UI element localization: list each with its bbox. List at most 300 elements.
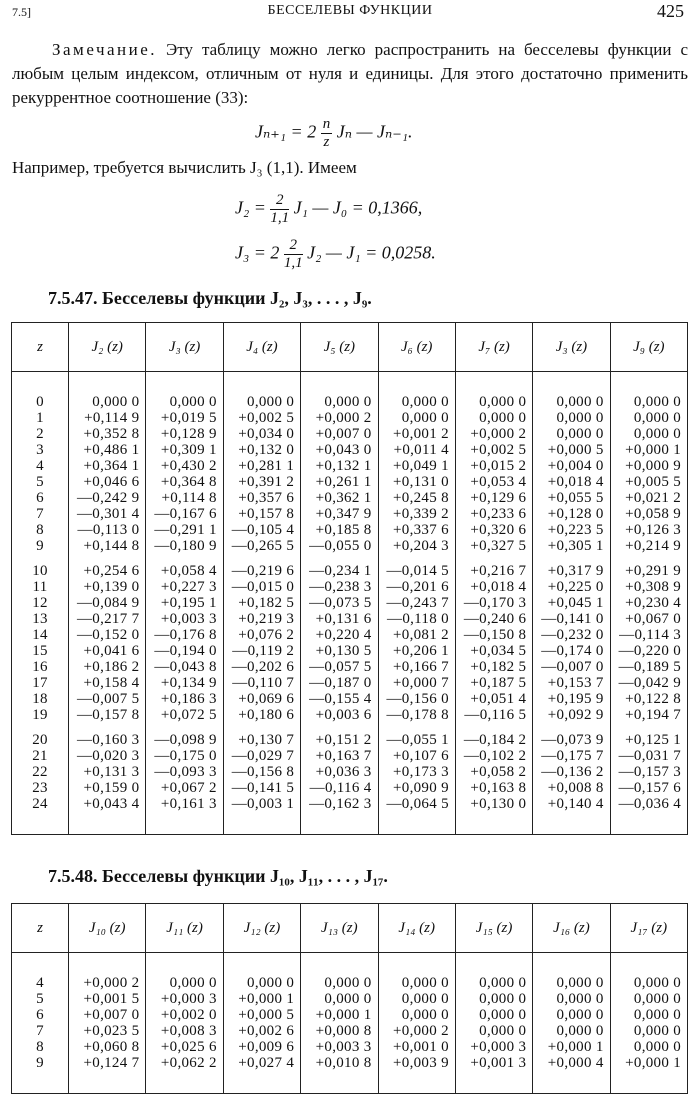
table-row — [12, 394, 688, 410]
bessel-value-cell: +0,003 3 — [146, 611, 223, 627]
bessel-value-cell: +0,002 5 — [223, 410, 300, 426]
bessel-value-cell: 0,000 0 — [610, 410, 687, 426]
bessel-value-cell: +0,204 3 — [378, 538, 455, 554]
column-header-z: z — [12, 323, 69, 372]
bessel-value-cell: +0,320 6 — [455, 522, 532, 538]
bessel-value-cell: +0,186 3 — [146, 691, 223, 707]
bessel-value-cell: —0,202 6 — [223, 659, 300, 675]
bessel-value-cell: +0,157 8 — [223, 506, 300, 522]
bessel-value-cell: +0,001 0 — [378, 1039, 455, 1055]
bessel-value-cell: 0,000 0 — [610, 975, 687, 991]
formula-rhs: Jₙ — Jₙ₋₁. — [336, 121, 413, 142]
table-row — [12, 764, 688, 780]
fraction-denominator: 1,1 — [283, 255, 303, 271]
bessel-value-cell: +0,007 0 — [301, 426, 378, 442]
bessel-value-cell: —0,093 3 — [146, 764, 223, 780]
z-value-cell: 4 — [12, 458, 69, 474]
bessel-value-cell: +0,000 5 — [533, 442, 610, 458]
bessel-value-cell: +0,000 7 — [378, 675, 455, 691]
column-header: J₆ (z) — [378, 323, 455, 372]
bessel-value-cell: +0,107 6 — [378, 748, 455, 764]
bessel-value-cell: —0,240 6 — [455, 611, 532, 627]
bessel-value-cell: +0,173 3 — [378, 764, 455, 780]
formula-lhs: J₃ = 2 — [235, 242, 280, 263]
bessel-value-cell: +0,327 5 — [455, 538, 532, 554]
spacer-cell — [533, 812, 610, 835]
bessel-value-cell: 0,000 0 — [533, 394, 610, 410]
spacer-cell — [223, 1071, 300, 1094]
bessel-value-cell: —0,015 0 — [223, 579, 300, 595]
bessel-value-cell: +0,000 1 — [301, 1007, 378, 1023]
bessel-value-cell: —0,170 3 — [455, 595, 532, 611]
bessel-value-cell: —0,136 2 — [533, 764, 610, 780]
bessel-value-cell: +0,337 6 — [378, 522, 455, 538]
bessel-value-cell: +0,219 3 — [223, 611, 300, 627]
page-header — [0, 0, 700, 26]
bessel-value-cell: 0,000 0 — [455, 991, 532, 1007]
bessel-value-cell: +0,018 4 — [455, 579, 532, 595]
bessel-value-cell: 0,000 0 — [378, 991, 455, 1007]
z-value-cell: 20 — [12, 723, 69, 748]
table2-caption: 7.5.48. Бесселевы функции J₁₀, J₁₁, . . . , J₁₇. — [48, 866, 388, 886]
spacer-cell — [69, 812, 146, 835]
bessel-value-cell: +0,362 1 — [301, 490, 378, 506]
bessel-value-cell: 0,000 0 — [378, 394, 455, 410]
bessel-value-cell: +0,023 5 — [69, 1023, 146, 1039]
spacer-cell — [610, 953, 687, 976]
bessel-value-cell: +0,317 9 — [533, 554, 610, 579]
bessel-value-cell: +0,126 3 — [610, 522, 687, 538]
bessel-value-cell: +0,003 6 — [301, 707, 378, 723]
bessel-value-cell: —0,118 0 — [378, 611, 455, 627]
bessel-value-cell: —0,073 5 — [301, 595, 378, 611]
bessel-value-cell: —0,156 0 — [378, 691, 455, 707]
bessel-value-cell: —0,301 4 — [69, 506, 146, 522]
table-row — [12, 675, 688, 691]
table-row — [12, 474, 688, 490]
spacer-cell — [12, 1071, 69, 1094]
fraction-denominator: 1,1 — [270, 210, 290, 226]
bessel-value-cell: +0,090 9 — [378, 780, 455, 796]
bessel-value-cell: —0,175 7 — [533, 748, 610, 764]
table-row — [12, 490, 688, 506]
z-value-cell: 8 — [12, 522, 69, 538]
bessel-value-cell: 0,000 0 — [378, 410, 455, 426]
bessel-value-cell: +0,182 5 — [223, 595, 300, 611]
bessel-value-cell: —0,073 9 — [533, 723, 610, 748]
z-value-cell: 6 — [12, 490, 69, 506]
z-value-cell: 17 — [12, 675, 69, 691]
bessel-value-cell: +0,131 3 — [69, 764, 146, 780]
bessel-value-cell: +0,128 9 — [146, 426, 223, 442]
bessel-value-cell: —0,194 0 — [146, 643, 223, 659]
bessel-value-cell: +0,069 6 — [223, 691, 300, 707]
z-value-cell: 11 — [12, 579, 69, 595]
bessel-value-cell: +0,114 8 — [146, 490, 223, 506]
table-row — [12, 538, 688, 554]
bessel-value-cell: +0,004 0 — [533, 458, 610, 474]
bessel-value-cell: +0,043 4 — [69, 796, 146, 812]
bessel-value-cell: +0,007 0 — [69, 1007, 146, 1023]
bessel-value-cell: +0,131 0 — [378, 474, 455, 490]
bessel-value-cell: +0,486 1 — [69, 442, 146, 458]
column-header: J₇ (z) — [455, 323, 532, 372]
table-row — [12, 748, 688, 764]
spacer-cell — [301, 372, 378, 395]
z-value-cell: 13 — [12, 611, 69, 627]
bessel-value-cell: —0,084 9 — [69, 595, 146, 611]
bessel-value-cell: 0,000 0 — [301, 394, 378, 410]
bessel-value-cell: —0,152 0 — [69, 627, 146, 643]
z-value-cell: 4 — [12, 975, 69, 991]
z-value-cell: 16 — [12, 659, 69, 675]
spacer-cell — [223, 372, 300, 395]
formula-lhs: Jₙ₊₁ = 2 — [255, 121, 317, 142]
spacer-cell — [301, 812, 378, 835]
bessel-value-cell: +0,036 3 — [301, 764, 378, 780]
bessel-value-cell: 0,000 0 — [533, 426, 610, 442]
bessel-value-cell: —0,217 7 — [69, 611, 146, 627]
bessel-value-cell: +0,000 2 — [378, 1023, 455, 1039]
bessel-value-cell: —0,150 8 — [455, 627, 532, 643]
z-value-cell: 19 — [12, 707, 69, 723]
bessel-value-cell: +0,058 4 — [146, 554, 223, 579]
bessel-value-cell: +0,132 0 — [223, 442, 300, 458]
z-value-cell: 18 — [12, 691, 69, 707]
bessel-value-cell: +0,025 6 — [146, 1039, 223, 1055]
bessel-value-cell: +0,008 3 — [146, 1023, 223, 1039]
bessel-value-cell: 0,000 0 — [533, 1023, 610, 1039]
bessel-value-cell: +0,018 4 — [533, 474, 610, 490]
spacer-cell — [12, 372, 69, 395]
bessel-value-cell: +0,339 2 — [378, 506, 455, 522]
z-value-cell: 8 — [12, 1039, 69, 1055]
bessel-value-cell: —0,189 5 — [610, 659, 687, 675]
z-value-cell: 23 — [12, 780, 69, 796]
bessel-value-cell: 0,000 0 — [533, 991, 610, 1007]
bessel-value-cell: —0,176 8 — [146, 627, 223, 643]
bessel-value-cell: —0,014 5 — [378, 554, 455, 579]
table-row — [12, 426, 688, 442]
bessel-value-cell: +0,000 3 — [455, 1039, 532, 1055]
bessel-value-cell: —0,155 4 — [301, 691, 378, 707]
z-value-cell: 0 — [12, 394, 69, 410]
spacer-row — [12, 812, 688, 835]
spacer-cell — [533, 372, 610, 395]
bessel-value-cell: +0,233 6 — [455, 506, 532, 522]
bessel-value-cell: +0,391 2 — [223, 474, 300, 490]
table-row — [12, 595, 688, 611]
table-row — [12, 991, 688, 1007]
bessel-value-cell: +0,001 5 — [69, 991, 146, 1007]
bessel-value-cell: 0,000 0 — [223, 975, 300, 991]
bessel-value-cell: +0,081 2 — [378, 627, 455, 643]
bessel-value-cell: —0,113 0 — [69, 522, 146, 538]
formula-fraction — [270, 192, 289, 227]
table-row — [12, 1023, 688, 1039]
bessel-value-cell: 0,000 0 — [301, 975, 378, 991]
spacer-cell — [69, 953, 146, 976]
bessel-value-cell: +0,214 9 — [610, 538, 687, 554]
bessel-value-cell: +0,254 6 — [69, 554, 146, 579]
table-row — [12, 522, 688, 538]
bessel-value-cell: +0,130 0 — [455, 796, 532, 812]
spacer-cell — [610, 1071, 687, 1094]
column-header: J₁₀ (z) — [69, 904, 146, 953]
z-value-cell: 22 — [12, 764, 69, 780]
bessel-value-cell: +0,182 5 — [455, 659, 532, 675]
table-row — [12, 659, 688, 675]
table-row — [12, 723, 688, 748]
bessel-value-cell: +0,122 8 — [610, 691, 687, 707]
bessel-value-cell: +0,015 2 — [455, 458, 532, 474]
column-header: J₁₇ (z) — [610, 904, 687, 953]
bessel-value-cell: +0,067 0 — [610, 611, 687, 627]
bessel-value-cell: —0,242 9 — [69, 490, 146, 506]
bessel-value-cell: 0,000 0 — [455, 975, 532, 991]
bessel-value-cell: +0,000 1 — [533, 1039, 610, 1055]
bessel-value-cell: 0,000 0 — [69, 394, 146, 410]
bessel-value-cell: +0,049 1 — [378, 458, 455, 474]
bessel-value-cell: 0,000 0 — [146, 394, 223, 410]
bessel-value-cell: +0,132 1 — [301, 458, 378, 474]
bessel-value-cell: +0,076 2 — [223, 627, 300, 643]
table-row — [12, 975, 688, 991]
bessel-value-cell: +0,261 1 — [301, 474, 378, 490]
column-header: J₃ (z) — [146, 323, 223, 372]
bessel-value-cell: —0,141 0 — [533, 611, 610, 627]
z-value-cell: 6 — [12, 1007, 69, 1023]
bessel-value-cell: +0,139 0 — [69, 579, 146, 595]
table-row — [12, 707, 688, 723]
column-header: J₁₃ (z) — [301, 904, 378, 953]
spacer-cell — [223, 812, 300, 835]
bessel-value-cell: +0,281 1 — [223, 458, 300, 474]
bessel-value-cell: +0,180 6 — [223, 707, 300, 723]
spacer-row — [12, 953, 688, 976]
bessel-value-cell: —0,003 1 — [223, 796, 300, 812]
bessel-value-cell: —0,119 2 — [223, 643, 300, 659]
bessel-value-cell: +0,186 2 — [69, 659, 146, 675]
z-value-cell: 21 — [12, 748, 69, 764]
bessel-value-cell: +0,128 0 — [533, 506, 610, 522]
table-row — [12, 442, 688, 458]
bessel-value-cell: 0,000 0 — [455, 1023, 532, 1039]
bessel-value-cell: —0,220 0 — [610, 643, 687, 659]
bessel-value-cell: —0,020 3 — [69, 748, 146, 764]
bessel-value-cell: —0,031 7 — [610, 748, 687, 764]
spacer-cell — [610, 372, 687, 395]
remark-text: Эту таблицу можно легко распространить на бесселевы функции с любым целым индексом, отличным от нуля и единицы. Для этого достаточно применить рекуррентное соотношение (33): — [12, 40, 689, 107]
bessel-value-cell: +0,055 5 — [533, 490, 610, 506]
formula-lhs: J₂ = — [235, 197, 266, 218]
bessel-value-cell: +0,163 8 — [455, 780, 532, 796]
bessel-value-cell: —0,175 0 — [146, 748, 223, 764]
bessel-value-cell: +0,357 6 — [223, 490, 300, 506]
fraction-numerator: n — [322, 116, 331, 132]
table-row — [12, 554, 688, 579]
bessel-value-cell: +0,041 6 — [69, 643, 146, 659]
bessel-value-cell: +0,000 8 — [301, 1023, 378, 1039]
bessel-value-cell: 0,000 0 — [455, 410, 532, 426]
column-header: J₁₄ (z) — [378, 904, 455, 953]
spacer-row — [12, 372, 688, 395]
bessel-value-cell: +0,000 3 — [146, 991, 223, 1007]
bessel-value-cell: —0,064 5 — [378, 796, 455, 812]
bessel-value-cell: +0,161 3 — [146, 796, 223, 812]
bessel-value-cell: +0,005 5 — [610, 474, 687, 490]
column-header: J₉ (z) — [610, 323, 687, 372]
bessel-value-cell: +0,000 2 — [455, 426, 532, 442]
column-header: J₁₅ (z) — [455, 904, 532, 953]
bessel-value-cell: +0,159 0 — [69, 780, 146, 796]
bessel-value-cell: +0,308 9 — [610, 579, 687, 595]
spacer-cell — [69, 372, 146, 395]
page-number: 425 — [657, 1, 684, 21]
bessel-value-cell: +0,309 1 — [146, 442, 223, 458]
bessel-value-cell: +0,001 3 — [455, 1055, 532, 1071]
bessel-value-cell: —0,243 7 — [378, 595, 455, 611]
spacer-cell — [12, 953, 69, 976]
bessel-value-cell: +0,347 9 — [301, 506, 378, 522]
bessel-value-cell: —0,055 0 — [301, 538, 378, 554]
table-header-row — [12, 904, 688, 953]
bessel-value-cell: —0,007 0 — [533, 659, 610, 675]
bessel-value-cell: +0,151 2 — [301, 723, 378, 748]
bessel-value-cell: +0,009 6 — [223, 1039, 300, 1055]
bessel-value-cell: +0,000 9 — [610, 458, 687, 474]
z-value-cell: 7 — [12, 1023, 69, 1039]
table-row — [12, 1039, 688, 1055]
column-header: J₅ (z) — [301, 323, 378, 372]
bessel-value-cell: +0,220 4 — [301, 627, 378, 643]
z-value-cell: 10 — [12, 554, 69, 579]
bessel-value-cell: +0,225 0 — [533, 579, 610, 595]
bessel-value-cell: +0,000 4 — [533, 1055, 610, 1071]
bessel-value-cell: +0,114 9 — [69, 410, 146, 426]
bessel-value-cell: 0,000 0 — [533, 1007, 610, 1023]
column-header: J₄ (z) — [223, 323, 300, 372]
bessel-value-cell: +0,010 8 — [301, 1055, 378, 1071]
bessel-value-cell: +0,001 2 — [378, 426, 455, 442]
bessel-value-cell: +0,034 0 — [223, 426, 300, 442]
bessel-value-cell: —0,105 4 — [223, 522, 300, 538]
table-row — [12, 410, 688, 426]
bessel-value-cell: +0,000 1 — [223, 991, 300, 1007]
bessel-value-cell: +0,027 4 — [223, 1055, 300, 1071]
bessel-value-cell: —0,178 8 — [378, 707, 455, 723]
bessel-value-cell: +0,019 5 — [146, 410, 223, 426]
j2-formula — [235, 192, 422, 227]
z-value-cell: 9 — [12, 1055, 69, 1071]
spacer-cell — [12, 812, 69, 835]
bessel-value-cell: +0,140 4 — [533, 796, 610, 812]
bessel-value-cell: —0,007 5 — [69, 691, 146, 707]
bessel-value-cell: —0,201 6 — [378, 579, 455, 595]
running-title: БЕССЕЛЕВЫ ФУНКЦИИ — [267, 3, 433, 18]
table-row — [12, 691, 688, 707]
bessel-value-cell: —0,234 1 — [301, 554, 378, 579]
formula-rhs: J₂ — J₁ = 0,0258. — [307, 242, 436, 263]
bessel-value-cell: 0,000 0 — [378, 1007, 455, 1023]
bessel-value-cell: —0,102 2 — [455, 748, 532, 764]
spacer-cell — [455, 953, 532, 976]
fraction-denominator: z — [323, 134, 330, 150]
bessel-value-cell: —0,157 8 — [69, 707, 146, 723]
bessel-value-cell: —0,167 6 — [146, 506, 223, 522]
bessel-value-cell: 0,000 0 — [146, 975, 223, 991]
bessel-value-cell: —0,114 3 — [610, 627, 687, 643]
bessel-value-cell: +0,000 1 — [610, 442, 687, 458]
bessel-value-cell: +0,000 2 — [69, 975, 146, 991]
bessel-value-cell: 0,000 0 — [455, 1007, 532, 1023]
formula-rhs: J₁ — J₀ = 0,1366, — [293, 197, 423, 218]
spacer-cell — [533, 1071, 610, 1094]
spacer-row — [12, 1071, 688, 1094]
bessel-value-cell: +0,072 5 — [146, 707, 223, 723]
spacer-cell — [455, 812, 532, 835]
table-row — [12, 627, 688, 643]
bessel-value-cell: +0,364 8 — [146, 474, 223, 490]
bessel-table-j2-j9 — [11, 322, 688, 835]
bessel-value-cell: +0,002 0 — [146, 1007, 223, 1023]
bessel-value-cell: +0,045 1 — [533, 595, 610, 611]
bessel-value-cell: —0,219 6 — [223, 554, 300, 579]
bessel-value-cell: +0,364 1 — [69, 458, 146, 474]
fraction-numerator: 2 — [270, 192, 289, 210]
bessel-value-cell: +0,002 5 — [455, 442, 532, 458]
bessel-value-cell: —0,180 9 — [146, 538, 223, 554]
formula-fraction — [284, 237, 303, 272]
bessel-value-cell: +0,195 9 — [533, 691, 610, 707]
bessel-value-cell: +0,008 8 — [533, 780, 610, 796]
bessel-value-cell: 0,000 0 — [455, 394, 532, 410]
bessel-value-cell: +0,163 7 — [301, 748, 378, 764]
bessel-value-cell: 0,000 0 — [378, 975, 455, 991]
bessel-value-cell: +0,352 8 — [69, 426, 146, 442]
bessel-value-cell: 0,000 0 — [610, 1007, 687, 1023]
bessel-value-cell: +0,003 3 — [301, 1039, 378, 1055]
recurrence-formula — [255, 116, 413, 151]
bessel-value-cell: +0,144 8 — [69, 538, 146, 554]
bessel-value-cell: +0,067 2 — [146, 780, 223, 796]
column-header-z: z — [12, 904, 69, 953]
bessel-value-cell: —0,156 8 — [223, 764, 300, 780]
bessel-value-cell: +0,000 5 — [223, 1007, 300, 1023]
spacer-cell — [69, 1071, 146, 1094]
table-row — [12, 506, 688, 522]
bessel-value-cell: +0,430 2 — [146, 458, 223, 474]
j3-formula — [235, 237, 436, 272]
bessel-value-cell: 0,000 0 — [223, 394, 300, 410]
bessel-value-cell: —0,098 9 — [146, 723, 223, 748]
bessel-value-cell: —0,029 7 — [223, 748, 300, 764]
bessel-value-cell: +0,062 2 — [146, 1055, 223, 1071]
spacer-cell — [301, 953, 378, 976]
bessel-value-cell: —0,162 3 — [301, 796, 378, 812]
bessel-value-cell: +0,134 9 — [146, 675, 223, 691]
bessel-value-cell: —0,055 1 — [378, 723, 455, 748]
bessel-value-cell: —0,110 7 — [223, 675, 300, 691]
bessel-value-cell: —0,043 8 — [146, 659, 223, 675]
bessel-value-cell: 0,000 0 — [533, 975, 610, 991]
bessel-table-j10-j17 — [11, 903, 688, 1094]
spacer-cell — [378, 372, 455, 395]
spacer-cell — [533, 953, 610, 976]
bessel-value-cell: —0,291 1 — [146, 522, 223, 538]
bessel-value-cell: —0,042 9 — [610, 675, 687, 691]
table-row — [12, 643, 688, 659]
